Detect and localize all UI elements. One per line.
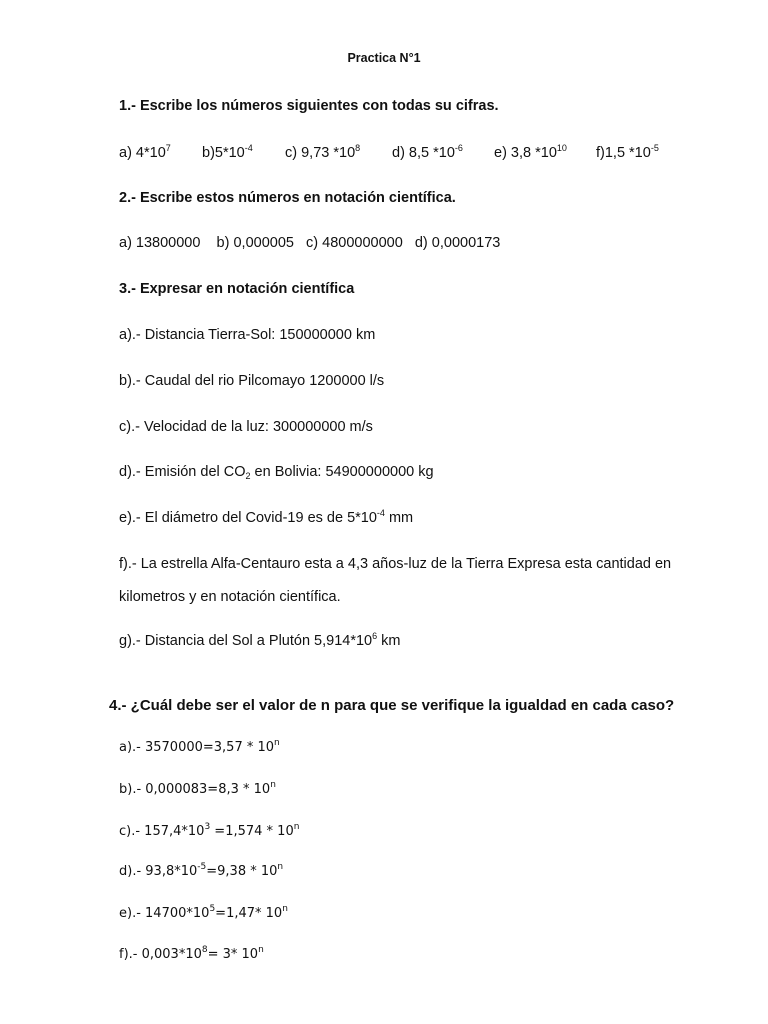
- s4-item-b: b).- 0,000083=8,3 * 10$^n$: [119, 780, 276, 797]
- s4-item-c: c).- $157,4*10^3 =1,574 * 10^n$: [119, 822, 300, 839]
- s3-item-a: a).- Distancia Tierra-Sol: 150000000 km: [119, 327, 376, 343]
- s4-item-f: f).- $0,003*10^8= 3*$ 10$^n$: [119, 945, 264, 962]
- s3-item-f-line1: f).- La estrella Alfa-Centauro esta a 4,3 años-luz de la Tierra Expresa esta cantidad en: [119, 556, 672, 572]
- s4-item-e: e).- $14700*10^5=1,47*$ 10$^n$: [119, 904, 288, 921]
- s3-item-e: e).- El diámetro del Covid-19 es de $5*10^{-4}$ mm: [119, 508, 414, 526]
- s3-item-f-line2: kilometros y en notación científica.: [119, 589, 341, 605]
- s3-item-c: c).- Velocidad de la luz: 300000000 m/s: [119, 419, 373, 435]
- s3-item-b: b).- Caudal del rio Pilcomayo 1200000 l/s: [119, 373, 385, 389]
- section-4-heading: 4.- ¿Cuál debe ser el valor de n para que se verifique la igualdad en cada caso?: [109, 697, 675, 714]
- s1-item-a: a) $4*10^7$: [119, 143, 171, 161]
- section-3-heading: 3.- Expresar en notación científica: [119, 281, 355, 297]
- section-2-numbers: a) 13800000 b) 0,000005 c) 4800000000 d) 0,0000173: [119, 235, 501, 251]
- s1-item-c: c) 9,73 $*10^8$: [285, 143, 361, 161]
- s1-item-d: d) 8,5 $*10^{-6}$: [392, 143, 463, 161]
- s4-item-a: a).- 3570000=3,57 * 10$^n$: [119, 738, 280, 755]
- section-2-heading: 2.- Escribe estos números en notación científica.: [119, 190, 456, 206]
- page-title: Practica N°1: [347, 51, 421, 65]
- section-1-items: [119, 145, 679, 167]
- s3-item-g: g).- Distancia del Sol a Plutón $5,914*10^6$ km: [119, 631, 401, 649]
- s1-item-e: e) 3,8 $*10^{10}$: [494, 143, 567, 161]
- section-1-heading: 1.- Escribe los números siguientes con todas su cifras.: [119, 98, 499, 114]
- s4-item-d: d).- $93,8*10^{-5}=9,38 * 10^n$: [119, 862, 284, 879]
- s1-item-b: $b)5*10^{-4}$: [202, 143, 253, 161]
- s1-item-f: f)1,5 $*10^{-5}$: [596, 143, 659, 161]
- s3-item-d: d).- Emisión del $CO_2$ en Bolivia: 54900000000 kg: [119, 464, 434, 481]
